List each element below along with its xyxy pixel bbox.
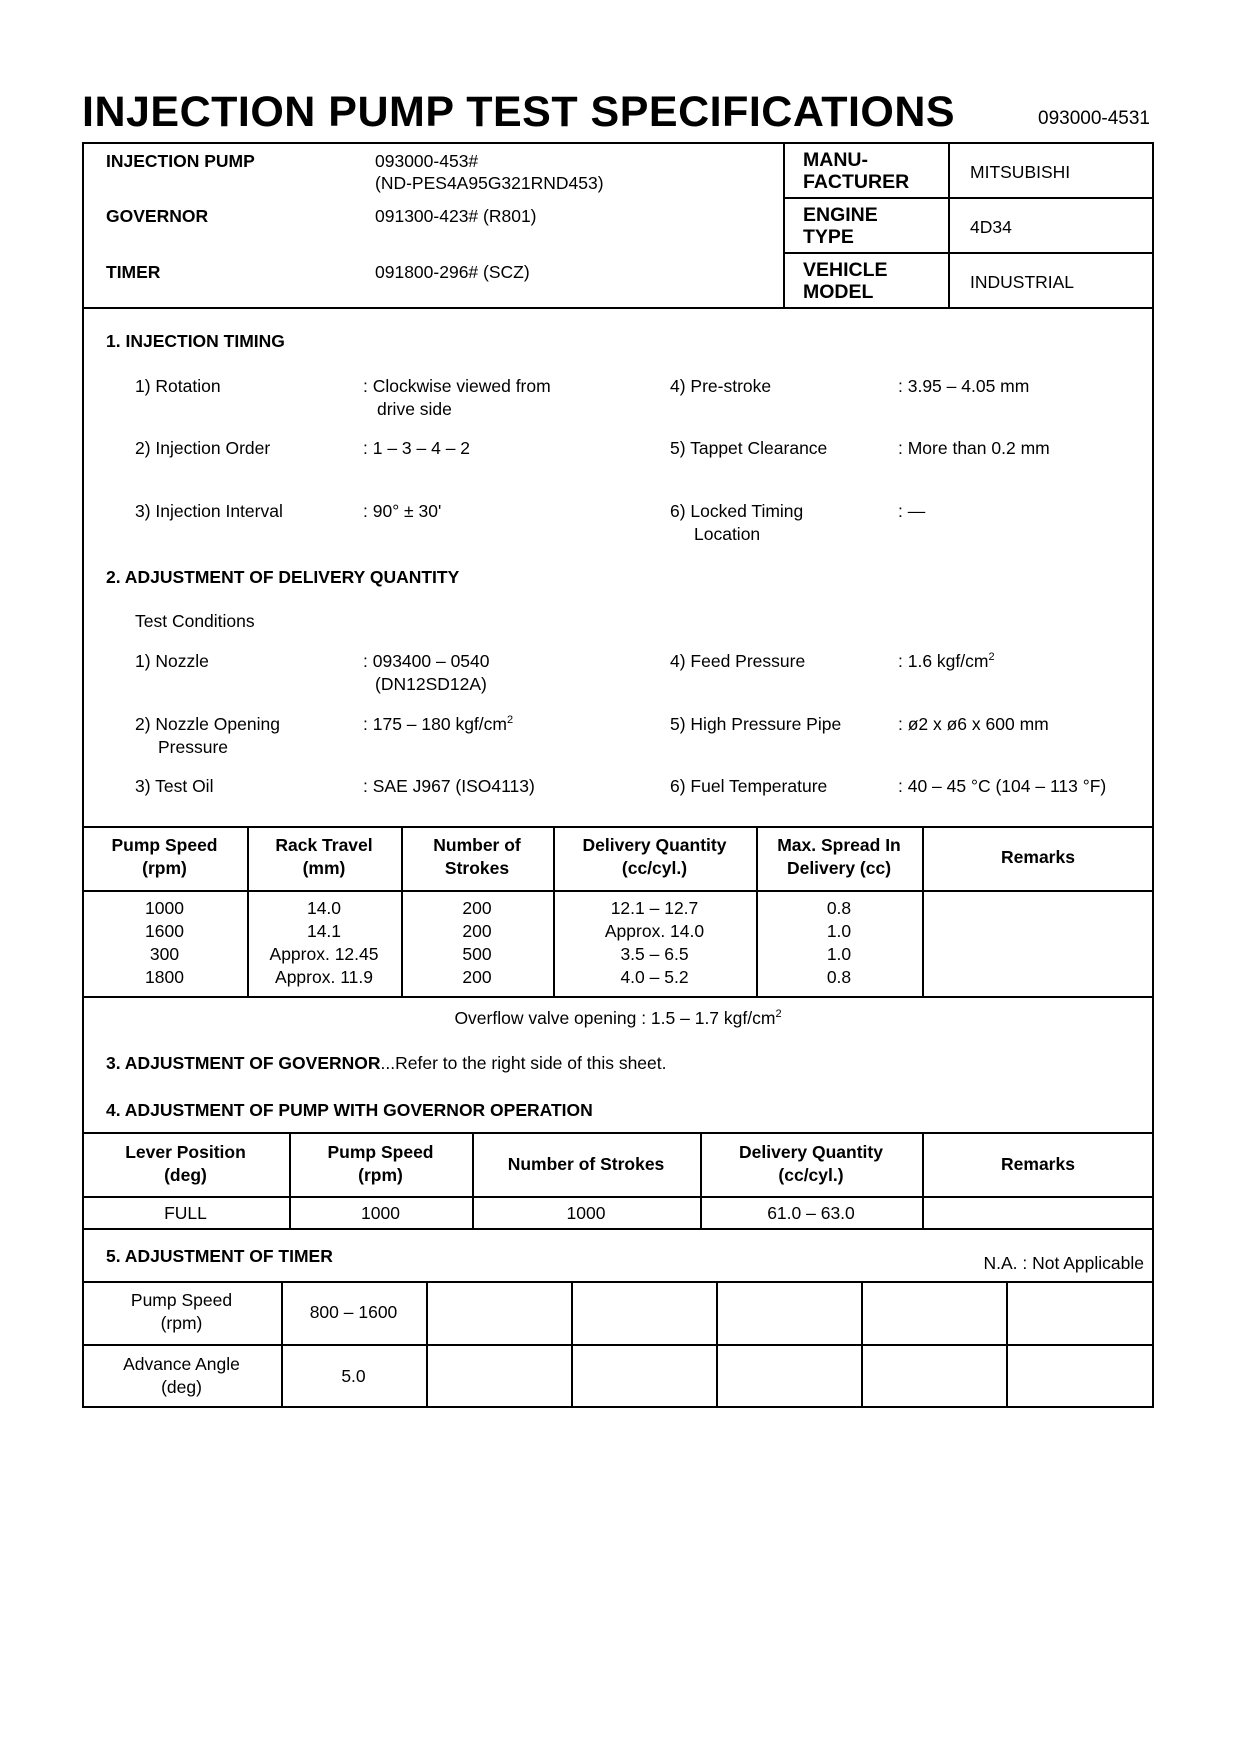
header-divider [783, 252, 1154, 254]
engine-type-label: ENGINE TYPE [803, 204, 878, 248]
table-cell: 4.0 – 5.2 [620, 967, 689, 987]
table-rule [82, 1281, 1154, 1283]
tappet-clearance-value: : More than 0.2 mm [898, 438, 1050, 458]
column-header: (cc/cyl.) [778, 1165, 844, 1185]
column-header: Number of [433, 835, 521, 855]
column-header: Strokes [444, 858, 510, 878]
column-header: (rpm) [358, 1165, 403, 1185]
table-cell: 300 [149, 944, 180, 964]
prestroke-label: 4) Pre-stroke [670, 376, 772, 396]
nozzle-opening-label-cont: Pressure [158, 737, 229, 757]
table-cell: 1.0 [826, 944, 852, 964]
table-rule [82, 826, 1154, 828]
section-3-title: 3. ADJUSTMENT OF GOVERNOR...Refer to the right side of this sheet. [106, 1053, 667, 1073]
column-header: (deg) [164, 1165, 207, 1185]
table-rule [82, 1132, 1154, 1134]
table-cell: 0.8 [826, 967, 852, 987]
table-cell: 3.5 – 6.5 [620, 944, 689, 964]
column-header: (mm) [302, 858, 346, 878]
advance-angle-value: 5.0 [341, 1366, 366, 1386]
document-title: INJECTION PUMP TEST SPECIFICATIONS [82, 88, 956, 136]
test-oil-value: : SAE J967 (ISO4113) [363, 776, 535, 796]
governor-value: 091300-423# (R801) [375, 206, 537, 226]
table-cell: Approx. 11.9 [275, 967, 373, 987]
column-header: Remarks [1001, 1154, 1075, 1174]
table-cell: FULL [164, 1203, 207, 1223]
section-1-title: 1. INJECTION TIMING [106, 331, 285, 351]
section-5-title: 5. ADJUSTMENT OF TIMER [106, 1246, 333, 1266]
table-divider [922, 1132, 924, 1228]
table-rule [82, 996, 1154, 998]
table-cell: 1000 [361, 1203, 400, 1223]
column-header: Delivery Quantity [582, 835, 727, 855]
injection-pump-label: INJECTION PUMP [106, 151, 255, 171]
timer-label: TIMER [106, 262, 161, 282]
table-cell: 200 [462, 898, 492, 918]
locked-timing-label-cont: Location [694, 524, 761, 544]
rotation-value: : Clockwise viewed from [363, 376, 551, 396]
table-cell: Approx. 14.0 [604, 921, 705, 941]
column-header: (cc/cyl.) [621, 858, 688, 878]
table-cell: 200 [462, 967, 492, 987]
column-header: Pump Speed [111, 835, 218, 855]
engine-type-value: 4D34 [970, 217, 1012, 237]
column-header: (rpm) [142, 858, 187, 878]
table-cell: 14.1 [306, 921, 342, 941]
section-4-title: 4. ADJUSTMENT OF PUMP WITH GOVERNOR OPERATION [106, 1100, 593, 1120]
timer-pump-speed-label: Pump Speed (rpm) [130, 1290, 233, 1333]
not-applicable-note: N.A. : Not Applicable [983, 1253, 1144, 1273]
header-divider [948, 142, 950, 308]
timer-value: 091800-296# (SCZ) [375, 262, 530, 282]
injection-interval-label: 3) Injection Interval [135, 501, 283, 521]
header-bottom-rule [82, 307, 1154, 309]
nozzle-value-cont: (DN12SD12A) [375, 674, 487, 694]
document-number: 093000-4531 [1038, 108, 1150, 129]
manufacturer-value: MITSUBISHI [970, 162, 1071, 182]
locked-timing-label: 6) Locked Timing [670, 501, 804, 521]
fuel-temperature-value: : 40 – 45 °C (104 – 113 °F) [898, 776, 1107, 796]
table-cell: Approx. 12.45 [269, 944, 379, 964]
column-header: Lever Position [125, 1142, 246, 1162]
fuel-temperature-label: 6) Fuel Temperature [670, 776, 828, 796]
feed-pressure-value: : 1.6 kgf/$cm^2$ [898, 651, 995, 671]
header-divider [783, 142, 785, 308]
nozzle-opening-value: : 175 – 180 kgf/$cm^2$ [363, 714, 514, 734]
overflow-valve-note: Overflow valve opening : 1.5 – 1.7 kgf/$cm^2$ [454, 1008, 782, 1028]
vehicle-model-label: VEHICLE MODEL [803, 259, 888, 303]
injection-pump-model: (ND-PES4A95G321RND453) [375, 173, 604, 193]
table-divider [1006, 1281, 1008, 1408]
nozzle-opening-label: 2) Nozzle Opening [135, 714, 280, 734]
table-divider [426, 1281, 428, 1408]
table-cell: 1000 [566, 1203, 606, 1223]
column-header: Max. Spread In [777, 835, 901, 855]
table-cell: 12.1 – 12.7 [610, 898, 699, 918]
table-cell: 1.0 [826, 921, 852, 941]
table-cell: 1600 [145, 921, 184, 941]
table-rule [82, 1228, 1154, 1230]
injection-order-value: : 1 – 3 – 4 – 2 [363, 438, 471, 458]
table-divider [571, 1281, 573, 1408]
table-cell: 1000 [145, 898, 184, 918]
header-divider [783, 197, 1154, 199]
high-pressure-pipe-value: : ø2 x ø6 x 600 mm [898, 714, 1049, 734]
table-cell: 61.0 – 63.0 [767, 1203, 855, 1223]
table-divider [716, 1281, 718, 1408]
feed-pressure-label: 4) Feed Pressure [670, 651, 806, 671]
prestroke-value: : 3.95 – 4.05 mm [898, 376, 1030, 396]
advance-angle-label: Advance Angle (deg) [123, 1354, 240, 1397]
table-cell: 500 [462, 944, 492, 964]
table-cell: 200 [462, 921, 492, 941]
injection-interval-value: : 90° ± 30' [363, 501, 442, 521]
column-header: Pump Speed [327, 1142, 434, 1162]
nozzle-label: 1) Nozzle [135, 651, 209, 671]
injection-order-label: 2) Injection Order [135, 438, 271, 458]
column-header: Delivery (cc) [786, 858, 892, 878]
table-rule [82, 1344, 1154, 1346]
test-oil-label: 3) Test Oil [135, 776, 214, 796]
injection-pump-number: 093000-453# [375, 151, 479, 171]
high-pressure-pipe-label: 5) High Pressure Pipe [670, 714, 842, 734]
manufacturer-label: MANU- FACTURER [803, 149, 910, 193]
governor-label: GOVERNOR [106, 206, 209, 226]
table-cell: 1800 [145, 967, 184, 987]
column-header: Delivery Quantity [739, 1142, 883, 1162]
vehicle-model-value: INDUSTRIAL [970, 272, 1075, 292]
rotation-label: 1) Rotation [135, 376, 221, 396]
test-conditions-label: Test Conditions [135, 611, 255, 631]
table-rule [82, 1196, 1154, 1198]
table-cell: 14.0 [306, 898, 342, 918]
column-header: Rack Travel [275, 835, 373, 855]
section-2-title: 2. ADJUSTMENT OF DELIVERY QUANTITY [106, 567, 460, 587]
tappet-clearance-label: 5) Tappet Clearance [670, 438, 828, 458]
table-divider [861, 1281, 863, 1408]
table-rule [82, 890, 1154, 892]
nozzle-value: : 093400 – 0540 [363, 651, 490, 671]
rotation-value-cont: drive side [377, 399, 452, 419]
locked-timing-value: : — [898, 501, 926, 521]
column-header: Remarks [1001, 847, 1075, 867]
column-header: Number of Strokes [507, 1154, 665, 1174]
table-cell: 0.8 [826, 898, 852, 918]
timer-pump-speed-value: 800 – 1600 [309, 1302, 398, 1322]
